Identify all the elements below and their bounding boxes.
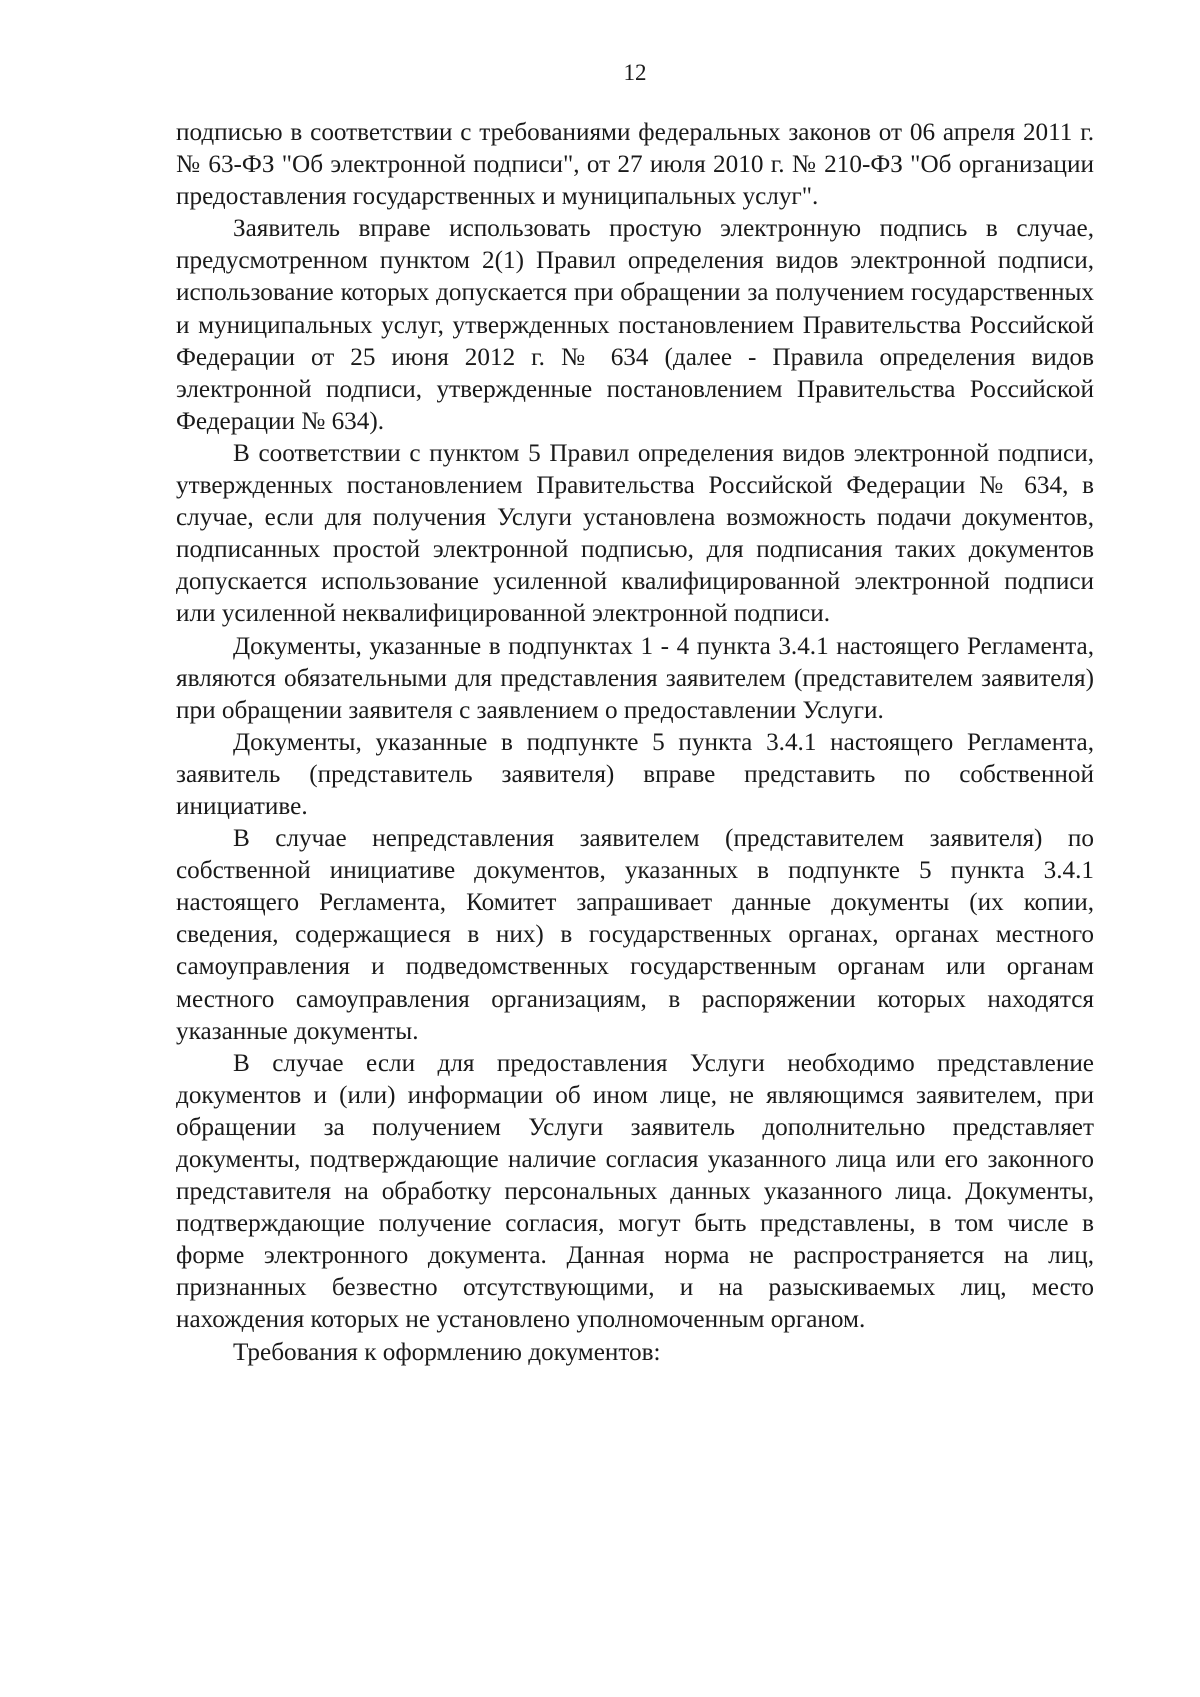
paragraph-simple-signature: Заявитель вправе использовать простую электронную подпись в случае, предусмотренном пунктом 2(1) Правил определения видов электронной подписи, использование которых допускается при обращении за получением государственных и муниципальных услуг, утвержденных постановлением Правительства Российской Федерации от 25 июня 2012 г. № 634 (далее - Правила определения видов электронной подписи, утвержденные постановлением Правительства Российской Федерации № 634).: [176, 215, 1094, 435]
paragraph-mandatory-documents: Документы, указанные в подпунктах 1 - 4 пункта 3.4.1 настоящего Регламента, являются обязательными для представления заявителем (представителем заявителя) при обращении заявителя с заявлением о предоставлении Услуги.: [176, 632, 1094, 724]
document-body: [176, 117, 1094, 1369]
paragraph-document-requirements: Требования к оформлению документов:: [233, 1338, 661, 1366]
paragraph-signature-laws: подписью в соответствии с требованиями федеральных законов от 06 апреля 2011 г. № 63-ФЗ "Об электронной подписи", от 27 июля 2010 г. № 210-ФЗ "Об организации предоставления государственных и муниципальных услуг".: [176, 119, 1094, 211]
paragraph-qualified-signature: В соответствии с пунктом 5 Правил определения видов электронной подписи, утвержденных постановлением Правительства Российской Федерации № 634, в случае, если для получения Услуги установлена возможность подачи документов, подписанных простой электронной подписью, для подписания таких документов допускается использование усиленной квалифицированной электронной подписи или усиленной неквалифицированной электронной подписи.: [176, 439, 1094, 628]
page-number: 12: [623, 60, 647, 85]
paragraph-optional-documents: Документы, указанные в подпункте 5 пункта 3.4.1 настоящего Регламента, заявитель (представитель заявителя) вправе представить по собственной инициативе.: [176, 728, 1094, 820]
paragraph-third-party-consent: В случае если для предоставления Услуги необходимо представление документов и (или) информации об ином лице, не являющимся заявителем, при обращении за получением Услуги заявитель дополнительно представляет документы, подтверждающие наличие согласия указанного лица или его законного представителя на обработку персональных данных указанного лица. Документы, подтверждающие получение согласия, могут быть представлены, в том числе в форме электронного документа. Данная норма не распространяется на лиц, признанных безвестно отсутствующими, и на разыскиваемых лиц, место нахождения которых не установлено уполномоченным органом.: [176, 1049, 1094, 1334]
paragraph-committee-request: В случае непредставления заявителем (представителем заявителя) по собственной инициативе документов, указанных в подпункте 5 пункта 3.4.1 настоящего Регламента, Комитет запрашивает данные документы (их копии, сведения, содержащиеся в них) в государственных органах, органах местного самоуправления и подведомственных государственным органам или органам местного самоуправления организациям, в распоряжении которых находятся указанные документы.: [176, 825, 1094, 1045]
